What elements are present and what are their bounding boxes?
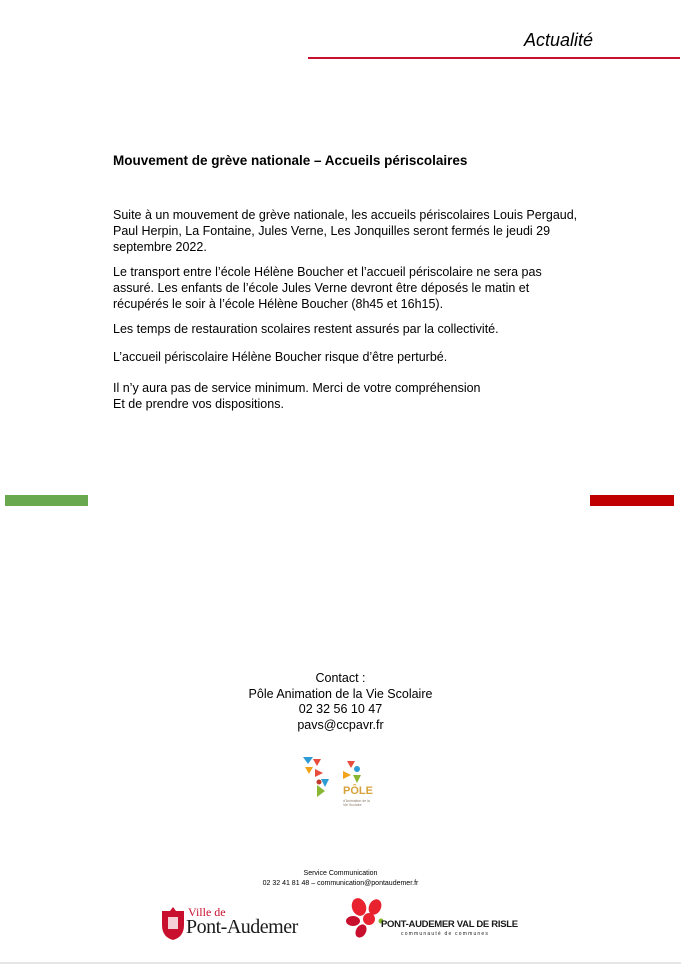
- service-communication: [0, 869, 681, 889]
- article-paragraph-2: Le transport entre l’école Hélène Boucher et l’accueil périscolaire ne sera pas assuré. Les enfants de l’école Jules Verne devront être déposés le matin et récupérés le soir à l’école Hélène Boucher (8h45 et 16h15).: [113, 265, 542, 311]
- pole-logo: [299, 755, 371, 811]
- pole-logo-text: PÔLE: [343, 785, 373, 797]
- article-paragraph-1: Suite à un mouvement de grève nationale, les accueils périscolaires Louis Pergaud, Paul Herpin, La Fontaine, Jules Verne, Les Jonquilles seront fermés le jeudi 29 septembre 2022.: [113, 208, 578, 254]
- article-title: Mouvement de grève nationale – Accueils périscolaires: [113, 153, 468, 168]
- decorative-bar-right: [590, 495, 674, 506]
- contact-organization: Pôle Animation de la Vie Scolaire: [248, 686, 433, 701]
- article-paragraph-4: L’accueil périscolaire Hélène Boucher risque d’être perturbé.: [113, 350, 448, 364]
- pont-audemer-logo: [158, 905, 318, 943]
- header-rule: [308, 57, 680, 59]
- contact-heading: Contact :: [315, 671, 366, 685]
- cc-pont-audemer-val-de-risle-logo: [345, 897, 518, 941]
- contact-phone: 02 32 56 10 47: [298, 702, 383, 716]
- contact-block: [0, 671, 681, 733]
- logo-cc-subtitle: communauté de communes: [401, 931, 490, 937]
- pole-logo-subtext: d’Animation de la Vie Scolaire: [343, 799, 370, 807]
- contact-email[interactable]: pavs@ccpavr.fr: [297, 717, 384, 732]
- article-paragraph-3: Les temps de restauration scolaires restent assurés par la collectivité.: [113, 322, 499, 336]
- section-label: Actualité: [524, 30, 594, 50]
- article-paragraph-6: Et de prendre vos dispositions.: [113, 397, 284, 411]
- bottom-rule: [0, 962, 681, 964]
- article-paragraph-5: Il n’y aura pas de service minimum. Merci de votre compréhension: [113, 381, 481, 395]
- logo-cc-name: PONT-AUDEMER VAL DE RISLE: [381, 919, 518, 930]
- service-title: Service Communication: [303, 870, 378, 877]
- logo-ville-name: Pont-Audemer: [186, 916, 298, 938]
- crest-icon: [160, 907, 186, 941]
- service-line: 02 32 41 81 48 – communication@pontaudemer.fr: [262, 880, 419, 887]
- logo-ville-de: Ville de: [188, 905, 226, 919]
- decorative-bar-left: [5, 495, 88, 506]
